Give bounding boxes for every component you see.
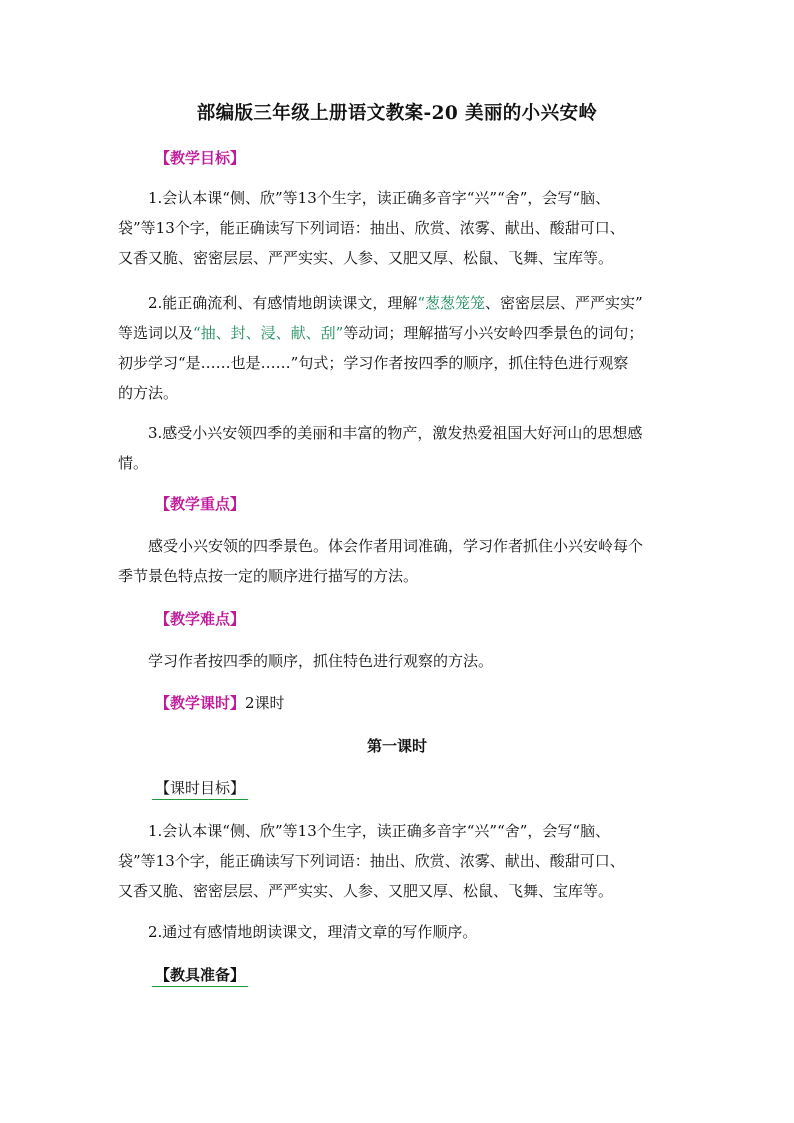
objective-1-line-3: 又香又脆、密密层层、严严实实、人参、又肥又厚、松鼠、飞舞、宝库等。 [118, 249, 614, 267]
objective-3-line-2: 情。 [118, 454, 149, 472]
objective-2-line-1 [148, 293, 643, 313]
objective-2-line-2-highlight: “抽、封、浸、献、刮” [193, 324, 344, 342]
objective-2-line-2-post: 等动词；理解描写小兴安岭四季景色的词句； [343, 324, 644, 342]
objective-2-line-4: 的方法。 [118, 384, 179, 402]
objective-1-line-1: 1.会认本课“侧、欣”等13个生字，读正确多音字“兴”“舍”，会写“脑、 [148, 189, 611, 207]
periods-heading: 【教学课时】 [155, 694, 246, 712]
difficulties-heading: 【教学难点】 [155, 610, 246, 628]
difficulties-text: 学习作者按四季的顺序，抓住特色进行观察的方法。 [148, 652, 494, 670]
objective-2-line-1-highlight: “葱葱笼笼 [417, 294, 485, 312]
materials-heading: 【教具准备】 [152, 965, 248, 987]
objective-3-line-1: 3.感受小兴安领四季的美丽和丰富的物产，激发热爱祖国大好河山的思想感 [148, 424, 643, 442]
periods-value: 2课时 [245, 694, 285, 712]
lesson-1-title: 第一课时 [366, 737, 427, 755]
objective-2-line-3: 初步学习“是……也是……”句式；学习作者按四季的顺序，抓住特色进行观察 [118, 354, 629, 372]
lesson-goal-1-line-1: 1.会认本课“侧、欣”等13个生字，读正确多音字“兴”“舍”，会写“脑、 [148, 822, 611, 840]
lesson-goal-2: 2.通过有感情地朗读课文，理清文章的写作顺序。 [148, 923, 478, 941]
objective-2-line-2-pre: 等选词以及 [118, 324, 194, 342]
periods-line [155, 693, 285, 713]
objective-1-line-2: 袋”等13个字，能正确读写下列词语：抽出、欣赏、浓雾、献出、酸甜可口、 [118, 219, 625, 237]
objective-2-line-2 [118, 323, 643, 343]
key-points-line-1: 感受小兴安领的四季景色。体会作者用词准确，学习作者抓住小兴安岭每个 [148, 537, 644, 555]
objective-2-line-1-post: 、密密层层、严严实实” [485, 294, 643, 312]
lesson-goal-1-line-3: 又香又脆、密密层层、严严实实、人参、又肥又厚、松鼠、飞舞、宝库等。 [118, 882, 614, 900]
objectives-heading: 【教学目标】 [155, 149, 246, 167]
lesson-goal-1-line-2: 袋”等13个字，能正确读写下列词语：抽出、欣赏、浓雾、献出、酸甜可口、 [118, 852, 625, 870]
lesson-goals-heading: 【课时目标】 [152, 778, 248, 800]
document-title: 部编版三年级上册语文教案-20 美丽的小兴安岭 [196, 103, 598, 124]
objective-2-line-1-pre: 2.能正确流利、有感情地朗读课文，理解 [148, 294, 418, 312]
key-points-line-2: 季节景色特点按一定的顺序进行描写的方法。 [118, 567, 419, 585]
key-points-heading: 【教学重点】 [155, 495, 246, 513]
